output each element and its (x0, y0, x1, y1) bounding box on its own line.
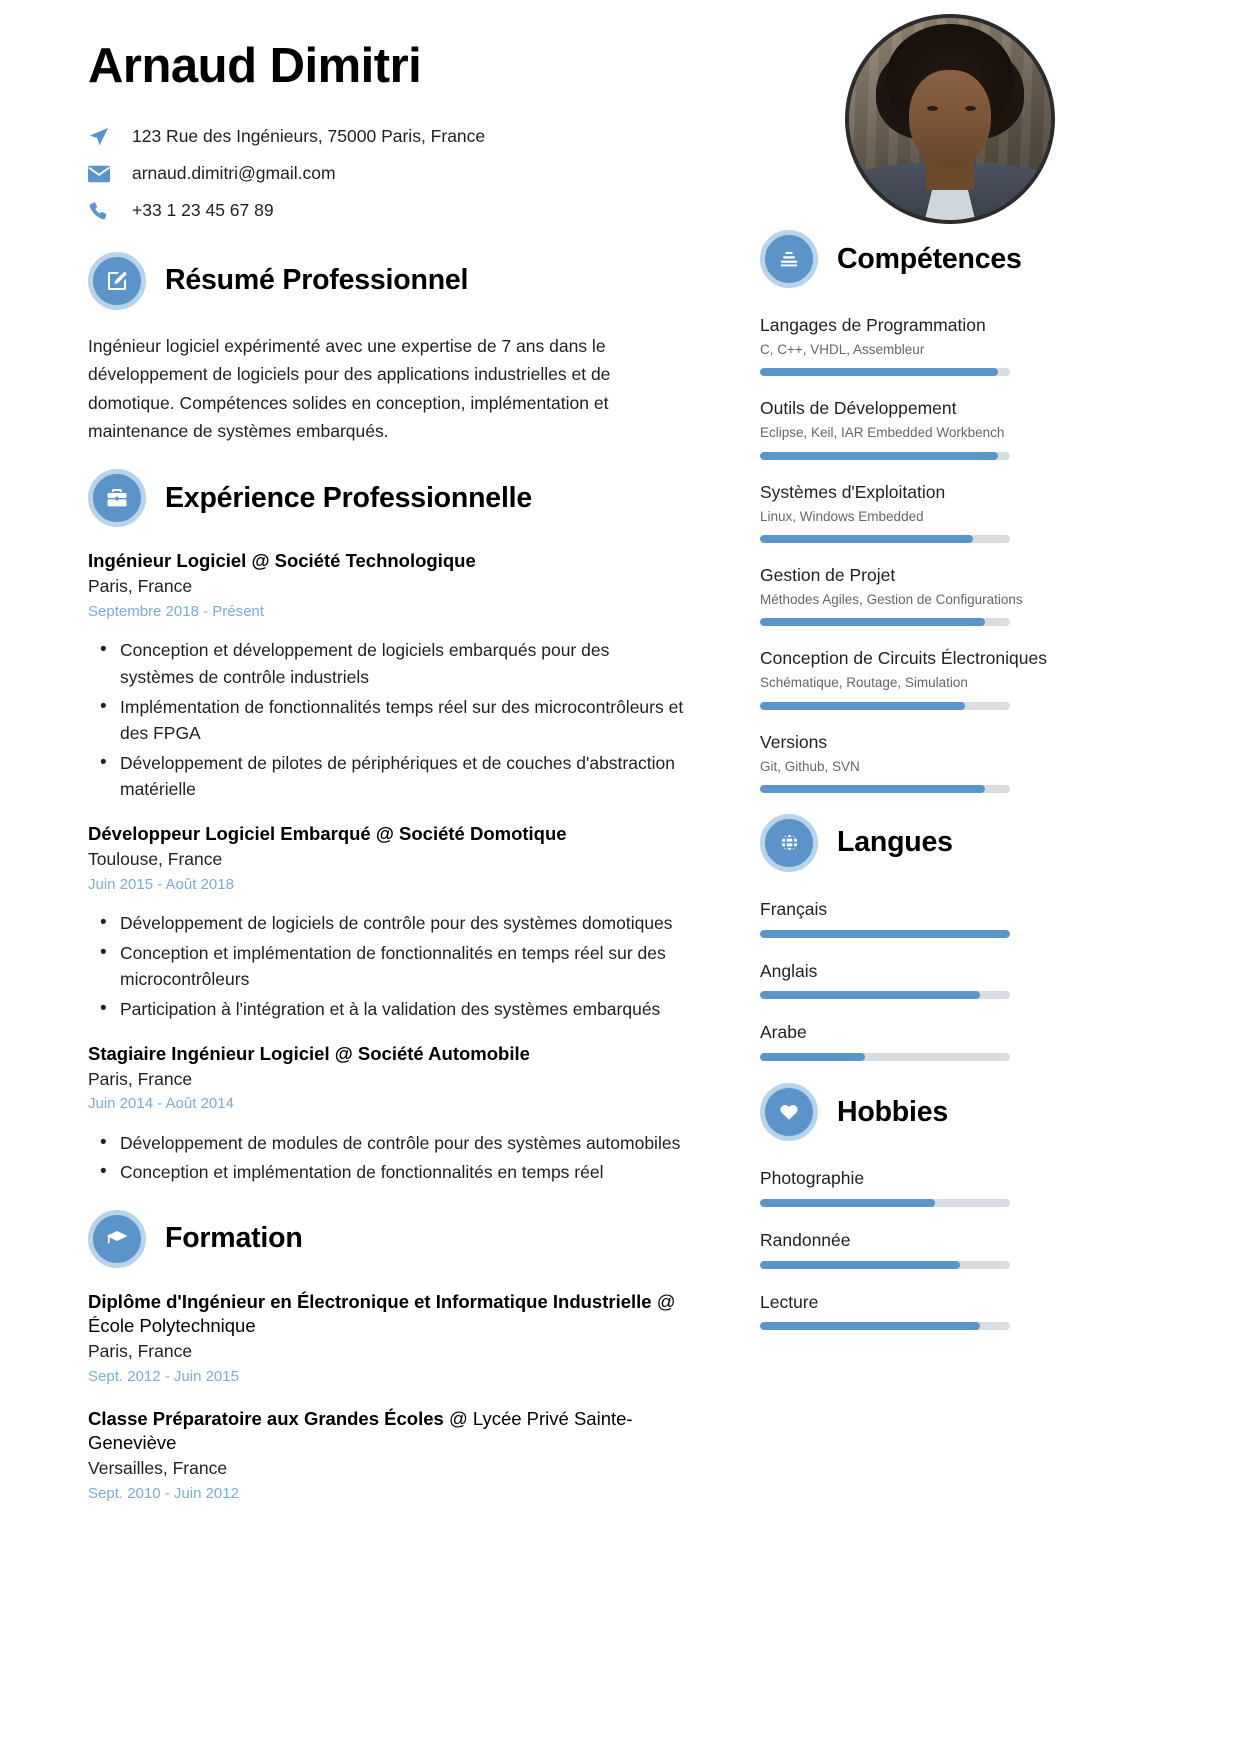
skill-name: Conception de Circuits Électroniques (760, 648, 1047, 669)
education-school: @ Lycée Privé Sainte-Geneviève (88, 1408, 633, 1454)
language-name: Français (760, 898, 828, 919)
list-item: • Développement de logiciels de contrôle pour des systèmes domotiques (88, 910, 688, 937)
skill-progress-fill (760, 785, 985, 793)
skill-progress-fill (760, 618, 985, 626)
contact-address-text: 123 Rue des Ingénieurs, 75000 Paris, France (132, 126, 486, 147)
language-name: Anglais (760, 960, 818, 981)
skill-item (760, 314, 1182, 376)
language-item (760, 1021, 1182, 1061)
section-header-languages (760, 814, 1182, 872)
hobby-progress-bar (760, 1261, 1010, 1269)
list-item: • Conception et implémentation de fonctionnalités en temps réel (88, 1159, 688, 1186)
hobby-item (760, 1167, 1182, 1207)
language-progress-fill (760, 1053, 865, 1061)
skill-progress-bar (760, 702, 1010, 710)
experience-entry-date: Juin 2015 - Août 2018 (88, 875, 234, 893)
profile-photo (845, 14, 1055, 224)
language-progress-fill (760, 991, 980, 999)
skill-item (760, 647, 1182, 709)
location-icon (88, 126, 132, 148)
contact-email-text: arnaud.dimitri@gmail.com (132, 163, 336, 184)
main-column (0, 22, 760, 1756)
education-entry (88, 1407, 690, 1505)
skill-description: Méthodes Agiles, Gestion de Configurations (760, 592, 1023, 608)
education-entry-date: Sept. 2010 - Juin 2012 (88, 1484, 239, 1502)
skill-progress-fill (760, 702, 965, 710)
heart-icon (760, 1083, 818, 1141)
photo-eye-right (965, 106, 976, 111)
language-item (760, 898, 1182, 938)
experience-entry-title: Stagiaire Ingénieur Logiciel @ Société Automobile (88, 1042, 530, 1064)
skill-item (760, 397, 1182, 459)
hobby-progress-fill (760, 1322, 980, 1330)
skill-name: Langages de Programmation (760, 315, 986, 335)
experience-entry (88, 549, 690, 803)
section-title-education: Formation (165, 1222, 303, 1255)
skill-progress-bar (760, 618, 1010, 626)
education-degree: Classe Préparatoire aux Grandes Écoles (88, 1408, 444, 1430)
list-item: • Développement de pilotes de périphériques et de couches d'abstraction matérielle (88, 750, 688, 803)
skill-progress-fill (760, 535, 973, 543)
list-item: • Conception et implémentation de fonctionnalités en temps réel sur des microcontrôleurs (88, 940, 688, 993)
language-progress-fill (760, 930, 1010, 938)
skill-name: Outils de Développement (760, 398, 957, 419)
education-school: @ École Polytechnique (88, 1290, 676, 1336)
education-entry-title (88, 1290, 690, 1338)
contact-phone-text: +33 1 23 45 67 89 (132, 200, 274, 221)
hobby-progress-bar (760, 1199, 1010, 1207)
skill-item (760, 481, 1182, 543)
experience-bullet-list (88, 637, 690, 803)
hobby-name: Lecture (760, 1291, 819, 1312)
language-name: Arabe (760, 1022, 807, 1043)
hobby-name: Randonnée (760, 1229, 851, 1250)
experience-entry-title: Ingénieur Logiciel @ Société Technologique (88, 550, 476, 572)
skill-description: C, C++, VHDL, Assembleur (760, 342, 925, 358)
skill-progress-bar (760, 452, 1010, 460)
section-header-education (88, 1210, 690, 1268)
experience-entry-date: Juin 2014 - Août 2014 (88, 1095, 234, 1113)
skill-item (760, 564, 1182, 626)
section-title-hobbies: Hobbies (837, 1095, 949, 1128)
skill-progress-bar (760, 368, 1010, 376)
section-header-hobbies (760, 1083, 1182, 1141)
section-title-experience: Expérience Professionnelle (165, 481, 533, 514)
skill-progress-bar (760, 785, 1010, 793)
graduation-cap-icon (88, 1210, 146, 1268)
skill-name: Systèmes d'Exploitation (760, 481, 946, 502)
hobby-progress-fill (760, 1261, 960, 1269)
pencil-icon (88, 252, 146, 310)
skill-description: Linux, Windows Embedded (760, 508, 924, 524)
education-entry-date: Sept. 2012 - Juin 2015 (88, 1367, 239, 1385)
section-title-languages: Langues (837, 826, 953, 859)
hobby-name: Photographie (760, 1168, 865, 1189)
experience-bullet-list (88, 1130, 690, 1186)
language-progress-bar (760, 1053, 1010, 1061)
section-title-skills: Compétences (837, 242, 1022, 275)
contact-address (88, 120, 690, 154)
summary-text: Ingénieur logiciel expérimenté avec une expertise de 7 ans dans le développement de logiciels pour des applications industrielles et de domotique. Compétences solides en conception, implémentation et maintenance de systèmes embarqués. (88, 335, 611, 441)
contact-list (88, 120, 690, 228)
experience-entry-place: Paris, France (88, 1068, 193, 1089)
section-header-summary (88, 252, 690, 310)
briefcase-icon (88, 469, 146, 527)
skill-description: Eclipse, Keil, IAR Embedded Workbench (760, 425, 1005, 441)
hobby-item (760, 1229, 1182, 1269)
hobby-progress-fill (760, 1199, 935, 1207)
language-progress-bar (760, 991, 1010, 999)
education-entry-place: Paris, France (88, 1341, 193, 1361)
sidebar-column (760, 22, 1242, 1756)
photo-eye-left (927, 106, 938, 111)
education-entry (88, 1290, 690, 1388)
experience-entry-place: Paris, France (88, 576, 193, 597)
phone-icon (88, 201, 132, 221)
skill-description: Git, Github, SVN (760, 758, 860, 774)
photo-face (909, 70, 991, 168)
contact-phone[interactable] (88, 194, 690, 228)
experience-bullet-list (88, 910, 690, 1022)
experience-entry (88, 1042, 690, 1186)
skill-name: Gestion de Projet (760, 564, 896, 585)
list-item: • Conception et développement de logiciels embarqués pour des systèmes de contrôle industriels (88, 637, 688, 690)
skill-description: Schématique, Routage, Simulation (760, 675, 968, 691)
experience-entry-date: Septembre 2018 - Présent (88, 602, 264, 620)
skill-name: Versions (760, 731, 828, 752)
hobby-progress-bar (760, 1322, 1010, 1330)
email-icon (88, 165, 132, 183)
hobby-item (760, 1291, 1182, 1331)
list-item: • Implémentation de fonctionnalités temps réel sur des microcontrôleurs et des FPGA (88, 694, 688, 747)
avatar (845, 14, 1055, 224)
language-progress-bar (760, 930, 1010, 938)
skill-progress-fill (760, 452, 998, 460)
section-header-experience (88, 469, 690, 527)
globe-icon (760, 814, 818, 872)
skill-item (760, 731, 1182, 793)
page-title: Arnaud Dimitri (88, 39, 422, 93)
section-title-summary: Résumé Professionnel (165, 264, 469, 297)
list-item: • Développement de modules de contrôle pour des systèmes automobiles (88, 1130, 688, 1157)
list-icon (760, 230, 818, 288)
experience-entry (88, 822, 690, 1023)
skill-progress-bar (760, 535, 1010, 543)
experience-entry-place: Toulouse, France (88, 849, 223, 870)
section-header-skills (760, 230, 1182, 288)
language-item (760, 960, 1182, 1000)
education-degree: Diplôme d'Ingénieur en Électronique et Informatique Industrielle (88, 1290, 652, 1312)
experience-entry-title: Développeur Logiciel Embarqué @ Société Domotique (88, 823, 567, 844)
skill-progress-fill (760, 368, 998, 376)
list-item: • Participation à l'intégration et à la validation des systèmes embarqués (88, 996, 688, 1023)
education-entry-title (88, 1407, 690, 1455)
contact-email[interactable] (88, 157, 690, 191)
education-entry-place: Versailles, France (88, 1458, 228, 1479)
